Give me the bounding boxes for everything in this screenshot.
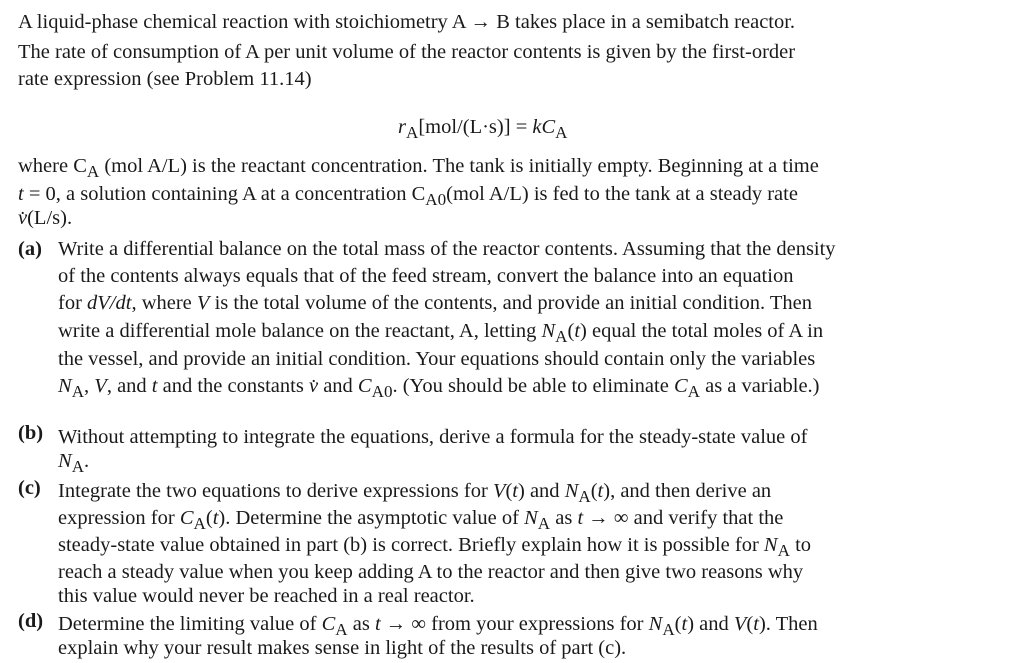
text: for <box>58 292 88 314</box>
sub: A <box>687 382 700 402</box>
var: t <box>577 507 584 529</box>
text: ) and <box>518 480 565 502</box>
var: V <box>196 292 210 314</box>
var: v̇ <box>308 375 319 397</box>
part-a-line-3 <box>58 291 812 315</box>
text: ( <box>205 507 213 529</box>
text: = 0, a solution containing A at a concentration C <box>23 183 426 205</box>
var: t <box>753 613 759 635</box>
text: ( <box>505 480 513 502</box>
var: t <box>212 507 219 529</box>
para2-line-1 <box>18 154 819 184</box>
sub: A <box>193 514 206 534</box>
text: as a variable.) <box>699 375 820 397</box>
var: t <box>512 480 518 502</box>
var: t <box>681 613 688 635</box>
part-b-label: (b) <box>18 422 44 444</box>
var: N <box>541 320 556 342</box>
part-c-line-3 <box>58 533 811 563</box>
part-a-line-1: Write a differential balance on the total mass of the reactor contents. Assuming that the density <box>58 238 836 260</box>
text: ). Then <box>758 613 818 635</box>
intro-line-3: rate expression (see Problem 11.14) <box>18 68 312 90</box>
var: N <box>763 534 778 556</box>
var: t <box>597 480 604 502</box>
text: ( <box>674 613 682 635</box>
text: . <box>84 450 90 472</box>
text: (mol A/L) is fed to the tank at a steady rate <box>446 183 798 205</box>
sub: A <box>578 487 591 507</box>
part-a-line-2: of the contents always equals that of the feed stream, convert the balance into an equation <box>58 265 794 287</box>
text: ( <box>567 320 575 342</box>
rate-equation <box>398 115 568 145</box>
part-a-label: (a) <box>18 238 42 260</box>
text: ( <box>746 613 754 635</box>
eq-r-sub: A <box>405 123 419 143</box>
var: V <box>94 375 107 397</box>
para2-line-2 <box>18 182 798 212</box>
sub: A <box>335 620 348 640</box>
var: N <box>58 375 72 397</box>
eq-rhs: kC <box>532 116 556 138</box>
part-d-line-2: explain why your result makes sense in light of the results of part (c). <box>58 637 627 659</box>
part-c-line-2 <box>58 506 783 536</box>
part-d-label: (d) <box>18 610 44 632</box>
sub: A <box>777 541 790 561</box>
var-vdot: v̇ <box>18 207 28 229</box>
eq-r: r <box>398 116 406 138</box>
text: , <box>84 375 95 397</box>
text: as <box>550 507 578 529</box>
var: C <box>179 507 194 529</box>
var: C <box>321 613 336 635</box>
sub: A0 <box>371 382 393 402</box>
text: → ∞ from your expressions for <box>380 613 649 635</box>
text: Determine the limiting value of <box>58 613 322 635</box>
text: ( <box>590 480 598 502</box>
text: ) equal the total moles of A in <box>580 320 824 342</box>
var: V <box>492 480 506 502</box>
part-c-line-4: reach a steady value when you keep adding A to the reactor and then give two reasons why <box>58 561 804 583</box>
text: write a differential mole balance on the reactant, A, letting <box>58 320 542 342</box>
part-c-label: (c) <box>18 477 41 499</box>
part-a-line-6 <box>58 374 820 404</box>
sub: A <box>71 457 85 477</box>
var: t <box>151 375 158 397</box>
part-b-line-1: Without attempting to integrate the equations, derive a formula for the steady-state value of <box>58 426 808 448</box>
text: is the total volume of the contents, and provide an initial condition. Then <box>209 292 812 314</box>
var: t <box>574 320 581 342</box>
sub: A0 <box>425 190 447 210</box>
intro-line-1: A liquid-phase chemical reaction with stoichiometry A → B takes place in a semibatch reactor. <box>18 11 796 33</box>
text: ). Determine the asymptotic value of <box>218 507 525 529</box>
text: ), and then derive an <box>603 480 772 502</box>
var-t: t <box>18 183 24 205</box>
sub: A <box>537 514 551 534</box>
var: V <box>733 613 747 635</box>
sub: A <box>555 327 568 347</box>
text: where C <box>18 155 87 177</box>
var: N <box>648 613 663 635</box>
sub: A <box>71 382 85 402</box>
text: ) and <box>687 613 734 635</box>
var: N <box>564 480 579 502</box>
para2-line-3 <box>18 206 72 230</box>
eq-units: [mol/(L·s)] <box>418 116 511 138</box>
part-b-line-2 <box>58 449 89 479</box>
var: t <box>374 613 381 635</box>
part-a-line-5: the vessel, and provide an initial condition. Your equations should contain only the variables <box>58 348 816 370</box>
eq-equals: = <box>515 116 528 138</box>
text: , where <box>131 292 197 314</box>
part-c-line-5: this value would never be reached in a real reactor. <box>58 585 475 607</box>
sub: A <box>662 620 675 640</box>
text: → ∞ and verify that the <box>583 507 784 529</box>
part-a-line-4 <box>58 319 823 349</box>
text: and the constants <box>157 375 309 397</box>
var: N <box>58 450 72 472</box>
var: N <box>524 507 538 529</box>
var: dV/dt <box>87 292 132 314</box>
part-c-line-1 <box>58 479 771 509</box>
intro-line-2: The rate of consumption of A per unit volume of the reactor contents is given by the first-order <box>18 41 796 63</box>
text: to <box>789 534 812 556</box>
text: Integrate the two equations to derive expressions for <box>58 480 493 502</box>
var: C <box>357 375 372 397</box>
text: and <box>318 375 358 397</box>
text: expression for <box>58 507 180 529</box>
text: as <box>347 613 375 635</box>
text: . (You should be able to eliminate <box>392 375 674 397</box>
text: , and <box>106 375 152 397</box>
var: C <box>673 375 688 397</box>
text: (L/s). <box>27 207 73 229</box>
text: steady-state value obtained in part (b) is correct. Briefly explain how it is possible for <box>58 534 764 556</box>
sub: A <box>86 162 100 182</box>
text: (mol A/L) is the reactant concentration. The tank is initially empty. Beginning at a time <box>99 155 819 177</box>
eq-rhs-sub: A <box>555 123 568 143</box>
